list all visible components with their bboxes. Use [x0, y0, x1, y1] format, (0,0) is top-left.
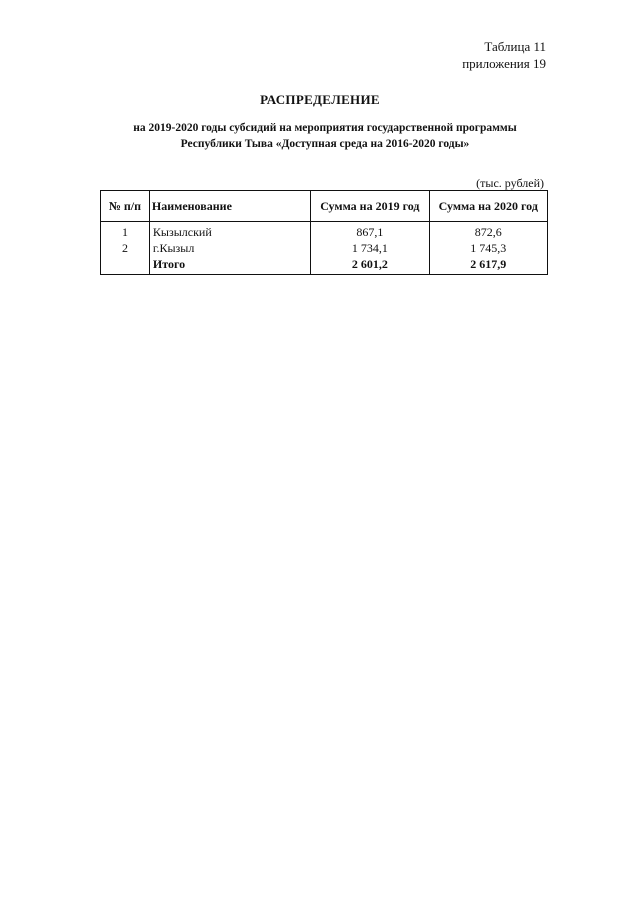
- subtitle-line-1: на 2019-2020 годы субсидий на мероприятия государственной программы: [133, 122, 517, 134]
- row-sum-2019: 867,1: [311, 222, 429, 241]
- subsidy-table: [100, 190, 548, 275]
- row-name: г.Кызыл: [149, 240, 310, 256]
- header-num: № п/п: [101, 191, 150, 222]
- header-sum-2019: Сумма на 2019 год: [311, 191, 429, 222]
- table-row: [101, 222, 548, 241]
- header-sum-2020: Сумма на 2020 год: [429, 191, 547, 222]
- table-header-row: [101, 191, 548, 222]
- table-number: Таблица 11: [484, 39, 546, 54]
- table-reference: [462, 38, 546, 72]
- row-name: Кызылский: [149, 222, 310, 241]
- row-sum-2020: 872,6: [429, 222, 547, 241]
- total-label: Итого: [149, 256, 310, 275]
- document-subtitle: [0, 120, 640, 152]
- subtitle-line-2: Республики Тыва «Доступная среда на 2016-2020 годы»: [180, 138, 470, 150]
- appendix-number: приложения 19: [462, 56, 546, 71]
- table-row: [101, 240, 548, 256]
- row-num: 2: [101, 240, 150, 256]
- header-name: Наименование: [149, 191, 310, 222]
- units-note: (тыс. рублей): [476, 176, 544, 190]
- row-sum-2019: 1 734,1: [311, 240, 429, 256]
- total-num-cell: [101, 256, 150, 275]
- total-sum-2020: 2 617,9: [429, 256, 547, 275]
- row-sum-2020: 1 745,3: [429, 240, 547, 256]
- total-row: [101, 256, 548, 275]
- document-title: РАСПРЕДЕЛЕНИЕ: [260, 92, 380, 107]
- row-num: 1: [101, 222, 150, 241]
- total-sum-2019: 2 601,2: [311, 256, 429, 275]
